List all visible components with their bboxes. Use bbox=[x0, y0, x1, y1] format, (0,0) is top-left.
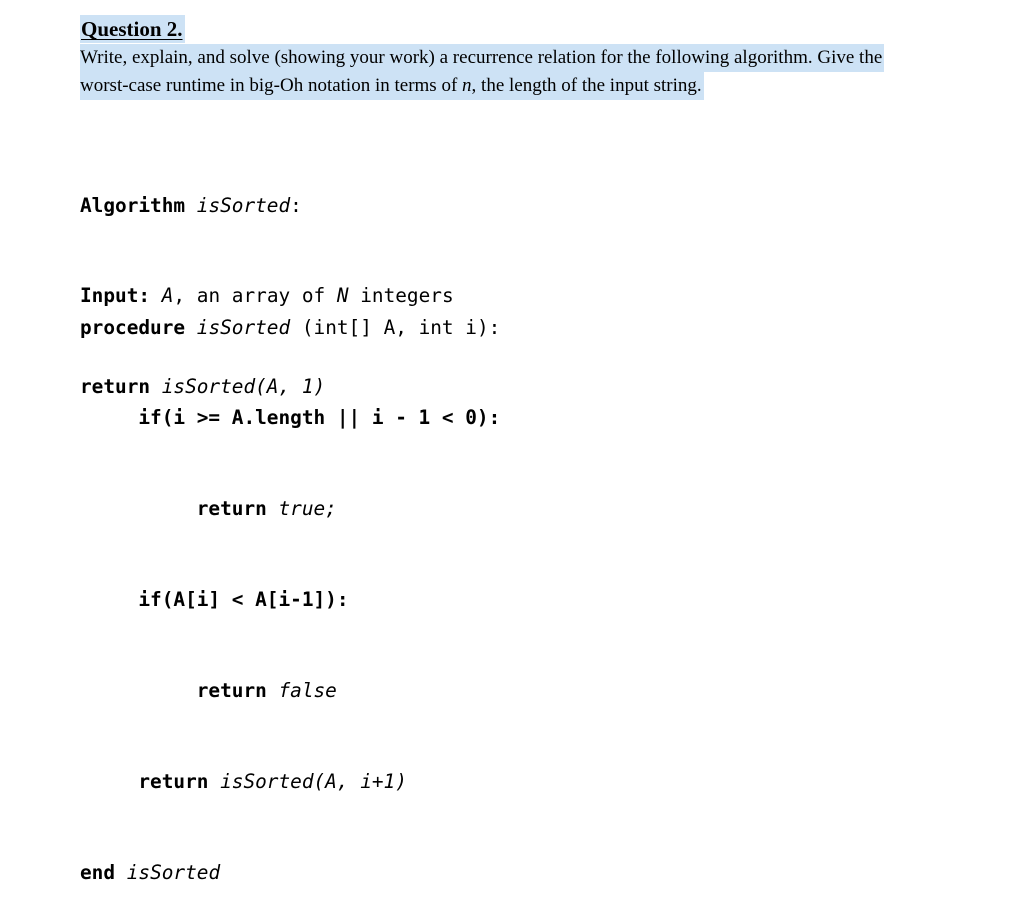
code-line-procedure bbox=[80, 313, 500, 343]
input-variable-n: N bbox=[336, 284, 349, 308]
procedure-name: isSorted bbox=[196, 315, 291, 339]
end-name: isSorted bbox=[126, 860, 221, 884]
code-line-algorithm bbox=[80, 191, 454, 221]
code-line-return-true bbox=[80, 494, 500, 524]
code-line-return-false bbox=[80, 676, 500, 706]
code-line-recursive-return bbox=[80, 767, 500, 797]
input-description: , an array of bbox=[173, 284, 337, 308]
procedure-signature: (int[] A, int i): bbox=[290, 315, 501, 339]
value-false: false bbox=[278, 679, 337, 703]
algorithm-colon: : bbox=[290, 193, 302, 217]
prompt-text-after-var: , the length of the input string. bbox=[471, 75, 702, 96]
keyword-return: return bbox=[80, 375, 151, 399]
input-variable-a: A bbox=[161, 284, 174, 308]
keyword-algorithm: Algorithm bbox=[80, 193, 186, 217]
code-line-end bbox=[80, 858, 500, 888]
keyword-return-2: return bbox=[196, 679, 267, 703]
prompt-text-before-var: worst-case runtime in big-Oh notation in terms of bbox=[80, 75, 463, 96]
code-line-if-compare bbox=[80, 585, 500, 615]
if-compare-check: if(A[i] < A[i-1]): bbox=[138, 588, 349, 612]
question-prompt bbox=[80, 44, 940, 100]
return-call: isSorted(A, 1) bbox=[161, 375, 326, 399]
keyword-return-1: return bbox=[196, 497, 267, 521]
keyword-procedure: procedure bbox=[80, 315, 186, 339]
input-description-end: integers bbox=[348, 284, 454, 308]
keyword-return-3: return bbox=[138, 770, 209, 794]
procedure-code bbox=[80, 252, 500, 919]
keyword-input: Input: bbox=[80, 284, 151, 308]
algorithm-name: isSorted bbox=[196, 193, 291, 217]
if-bounds-check: if(i >= A.length || i - 1 < 0): bbox=[138, 406, 501, 430]
question-heading: Question 2. bbox=[81, 17, 183, 41]
keyword-end: end bbox=[80, 860, 116, 884]
code-line-if-bounds bbox=[80, 403, 500, 433]
value-true: true; bbox=[278, 497, 337, 521]
prompt-line-2 bbox=[80, 72, 704, 100]
variable-n: n bbox=[462, 75, 472, 96]
prompt-line-1: Write, explain, and solve (showing your work) a recurrence relation for the following algorithm. Give the bbox=[80, 44, 884, 72]
recursive-call: isSorted(A, i+1) bbox=[220, 770, 407, 794]
